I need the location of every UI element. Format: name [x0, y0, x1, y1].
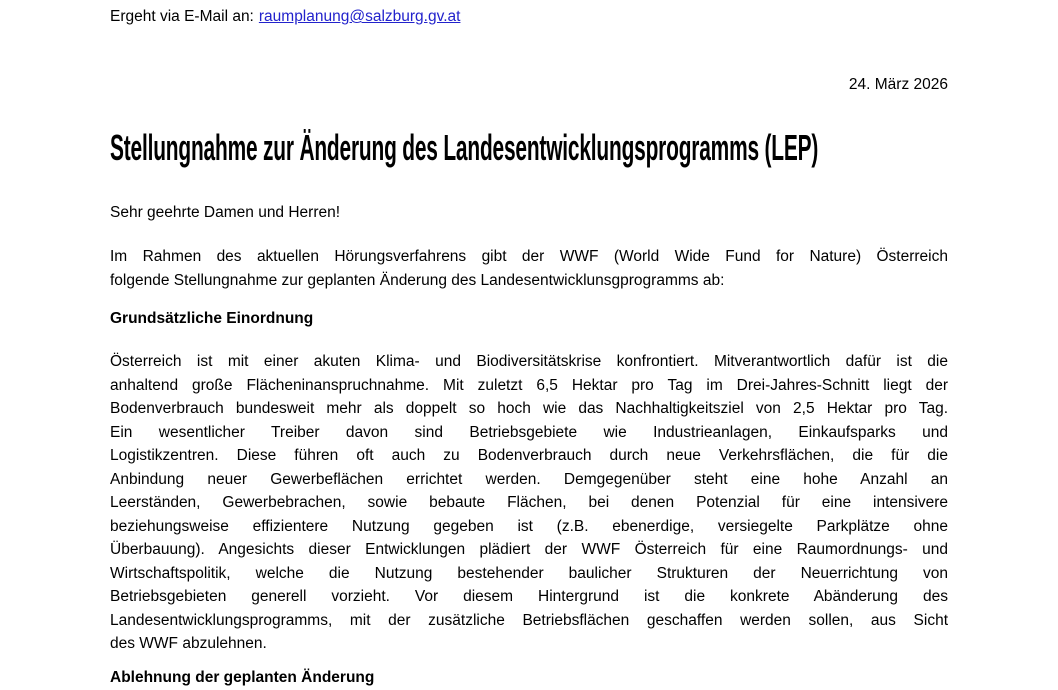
- paragraph-line: Österreich ist mit einer akuten Klima- und Biodiversitätskrise konfrontiert. Mitverantwortlich dafür ist die: [110, 353, 948, 370]
- paragraph-line: folgende Stellungnahme zur geplanten Änderung des Landesentwicklunsgprogramms ab:: [110, 271, 725, 289]
- section-heading: Grundsätzliche Einordnung: [110, 310, 314, 327]
- paragraph-line: Im Rahmen des aktuellen Hörungsverfahrens gibt der WWF (World Wide Fund for Nature) Österreich: [110, 248, 948, 265]
- paragraph-line: Ein wesentlicher Treiber davon sind Betriebsgebiete wie Industrieanlagen, Einkaufsparks und: [110, 423, 948, 441]
- recipient-line: [110, 5, 948, 29]
- paragraph-line: Überbauung). Angesichts dieser Entwicklungen plädiert der WWF Österreich für eine Raumordnungs- und: [110, 541, 948, 558]
- document-date: 24. März 2026: [848, 76, 948, 93]
- clipped-next-section-heading: Ablehnung der geplanten Änderung: [110, 669, 375, 686]
- paragraph-line: des WWF abzulehnen.: [110, 635, 267, 652]
- paragraph-line: Logistikzentren. Diese führen oft auch zu Bodenverbrauch durch neue Verkehrsflächen, die für die: [110, 447, 948, 464]
- email-link[interactable]: raumplanung@salzburg.gv.at: [258, 8, 461, 25]
- document-title: Stellungnahme zur Änderung des Landesentwicklungsprogramms (LEP): [110, 127, 819, 168]
- paragraph-line: Bodenverbrauch bundesweit mehr als doppelt so hoch wie das Nachhaltigkeitsziel von 2,5 Hektar pro Tag.: [110, 400, 948, 417]
- paragraph-line: beziehungsweise effizientere Nutzung gegeben ist (z.B. ebenerdige, versiegelte Parkplätze ohne: [110, 517, 948, 535]
- salutation: Sehr geehrte Damen und Herren!: [110, 204, 341, 221]
- paragraph-line: Leerständen, Gewerbebrachen, sowie bebaute Flächen, bei denen Potenzial für eine intensivere: [110, 494, 948, 511]
- paragraph-line: Betriebsgebieten generell vorzieht. Vor diesem Hintergrund ist die konkrete Abänderung des: [110, 588, 948, 605]
- recipient-prefix: Ergeht via E-Mail an:: [110, 8, 254, 25]
- paragraph-line: Wirtschaftspolitik, welche die Nutzung bestehender baulicher Strukturen der Neuerrichtung von: [110, 564, 948, 582]
- body-paragraph: [110, 350, 948, 656]
- paragraph-line: Landesentwicklungsprogramms, mit der zusätzliche Betriebsflächen geschaffen werden sollen, aus Sicht: [110, 611, 948, 629]
- paragraph-line: Anbindung neuer Gewerbeflächen errichtet werden. Demgegenüber steht eine hohe Anzahl an: [110, 470, 948, 488]
- paragraph-line: anhaltend große Flächeninanspruchnahme. Mit zuletzt 6,5 Hektar pro Tag im Drei-Jahres-Schnitt liegt der: [110, 376, 948, 394]
- intro-paragraph: [110, 245, 948, 292]
